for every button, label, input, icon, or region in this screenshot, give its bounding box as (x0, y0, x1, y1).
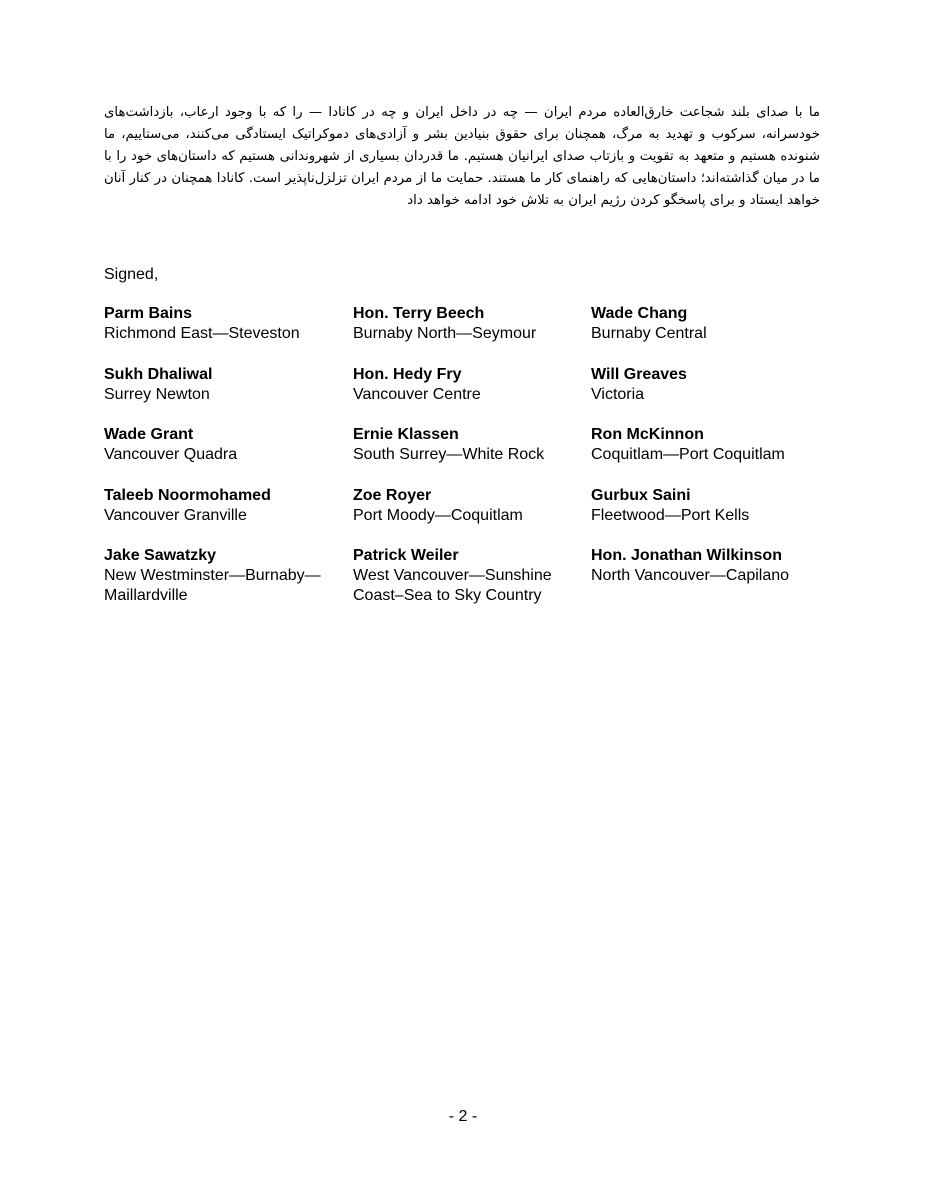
signatory-riding: Port Moody—Coquitlam (353, 506, 523, 524)
signatory (353, 546, 591, 606)
signatory-riding: Burnaby Central (591, 325, 707, 342)
signatory (353, 486, 591, 526)
signatory-name: Ernie Klassen (353, 426, 459, 443)
signatory (353, 304, 591, 344)
signatory-name: Hon. Hedy Fry (353, 365, 462, 383)
signatories-grid (104, 304, 824, 606)
signatory-name: Wade Chang (591, 305, 688, 322)
signatory-name: Hon. Jonathan Wilkinson (591, 547, 782, 564)
signatory-riding: Vancouver Centre (353, 385, 481, 403)
signatory-name: Wade Grant (104, 426, 194, 443)
signatory (104, 365, 353, 405)
signatory (591, 365, 824, 405)
signatory (104, 304, 353, 344)
signatory-name: Jake Sawatzky (104, 547, 217, 564)
signatory-riding: Richmond East—Steveston (104, 325, 300, 342)
signatory (591, 304, 824, 344)
signatory-riding: Fleetwood—Port Kells (591, 506, 750, 524)
signatory (353, 365, 591, 405)
signatory (591, 486, 824, 526)
signatory-name: Hon. Terry Beech (353, 305, 485, 322)
signatory-riding: Victoria (591, 385, 645, 403)
signatory-riding: Vancouver Granville (104, 506, 247, 524)
signatory-riding: West Vancouver—Sunshine Coast–Sea to Sky Country (353, 567, 552, 604)
signatory (591, 425, 824, 465)
signatory-riding: South Surrey—White Rock (353, 446, 545, 463)
signatory (104, 546, 353, 606)
page-number: - 2 - (448, 1108, 478, 1125)
signatory-name: Parm Bains (104, 305, 193, 322)
signatory-riding: Burnaby North—Seymour (353, 325, 537, 342)
signatory-name: Ron McKinnon (591, 426, 704, 443)
signatory-riding: New Westminster—Burnaby—Maillardville (104, 567, 321, 604)
signatory (104, 486, 353, 526)
signatory (591, 546, 824, 606)
signatory-name: Sukh Dhaliwal (104, 365, 213, 383)
signatory (104, 425, 353, 465)
signatory-riding: Surrey Newton (104, 385, 210, 403)
persian-statement-paragraph: ما با صدای بلند شجاعت خارق‌العاده مردم ایران — چه در داخل ایران و چه در کانادا — را که با وجود ارعاب، بازداشت‌های خودسرانه، سرکوب و تهدید به مرگ، همچنان برای حقوق بنیادین بشر و آزادی‌های دموکراتیک ایستادگی می‌کنند، می‌ستاییم، ما شنونده هستیم و متعهد به تقویت و بازتاب صدای ایرانیان هستیم. ما قدردان بسیاری از شهروندانی هستیم که داستان‌های خود را با ما در میان گذاشته‌اند؛ داستان‌هایی که راهنمای کار ما هستند. حمایت ما از مردم ایران تزلزل‌ناپذیر است. کانادا همچنان در کنار آنان خواهد ایستاد و برای پاسخگو کردن رژیم ایران به تلاش خود ادامه خواهد داد (104, 105, 820, 208)
signatory-riding: North Vancouver—Capilano (591, 567, 790, 584)
signed-label: Signed, (104, 266, 159, 283)
signatory-name: Patrick Weiler (353, 547, 459, 564)
signatory-riding: Vancouver Quadra (104, 446, 238, 463)
signatory-name: Zoe Royer (353, 486, 432, 504)
signatory-riding: Coquitlam—Port Coquitlam (591, 446, 785, 463)
signatory-name: Will Greaves (591, 365, 687, 383)
signatory (353, 425, 591, 465)
signatory-name: Taleeb Noormohamed (104, 486, 271, 504)
signatory-name: Gurbux Saini (591, 486, 691, 504)
